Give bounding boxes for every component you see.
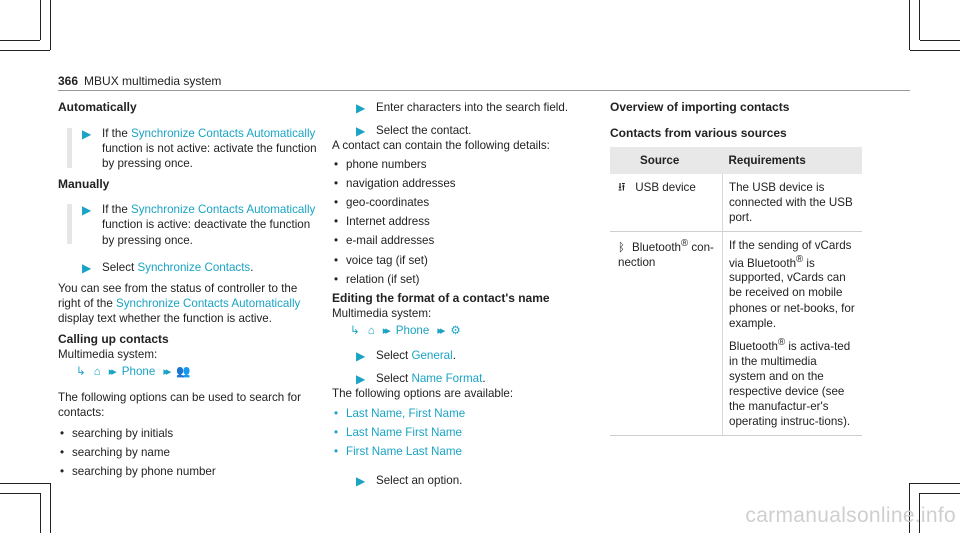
step-arrow-icon: ▶ [356,101,366,115]
list-item: • navigation addresses [332,176,594,191]
page-header [58,74,221,90]
list-item: • searching by name [58,445,320,460]
cell-text: The USB device is connected with the USB port. [729,181,853,225]
step-text: Select [102,260,138,274]
step-text: Select [376,372,412,386]
list-item: • phone numbers [332,157,594,172]
page-title: MBUX multimedia system [84,74,222,88]
section-heading: Manually [58,176,110,191]
crop-mark [910,483,960,484]
list-item: • searching by phone number [58,464,320,479]
chevron-icon: ▸▸ [108,365,114,378]
step-bar [67,204,72,244]
table-cell [610,232,723,435]
step-text: Select an option. [376,473,463,487]
crop-mark [0,50,50,51]
step-arrow-icon: ▶ [356,349,366,364]
column-middle [332,100,594,488]
cell-paragraph [729,337,856,429]
instruction-step [58,126,320,171]
cell-text: Bluetooth [632,241,681,255]
table-row [610,232,862,435]
crop-mark [50,483,51,533]
chevron-icon: ▸▸ [163,365,169,378]
return-arrow-icon: ↳ [76,365,86,379]
table-cell [610,174,723,232]
chevron-icon: ▸▸ [437,324,443,337]
table-header-row [610,147,862,174]
menu-path [58,364,320,379]
step-text: . [452,349,456,363]
crop-mark [0,483,50,484]
menu-path [332,323,594,338]
crop-mark [910,50,960,51]
paragraph-text: display text whether the function is active. [58,311,272,325]
format-option[interactable]: • Last Name, First Name [332,406,594,421]
section-heading: Automatically [58,100,137,114]
list-item: • e-mail addresses [332,233,594,248]
table-cell [723,232,863,435]
section-heading: Editing the format of a contact's name [332,290,550,305]
home-icon[interactable]: ⌂ [93,365,101,379]
step-arrow-icon: ▶ [356,473,366,488]
sources-table [610,147,862,436]
column-header: Requirements [723,147,863,174]
table-row [610,174,862,232]
table-cell [723,174,863,232]
step-text: . [482,372,486,386]
contains-paragraph: A contact can contain the following details: [332,139,550,153]
column-left [58,100,320,483]
bluetooth-icon: ᛒ [618,241,625,255]
settings-gear-icon[interactable]: ⚙ [450,324,461,338]
contacts-icon[interactable]: 👥 [176,365,191,379]
home-icon[interactable]: ⌂ [367,324,375,338]
multimedia-label: Multimedia system: [58,348,158,362]
setting-link[interactable]: Synchronize Contacts Automatically [116,296,301,310]
step-arrow-icon: ▶ [356,124,366,139]
step-text: Select [376,349,412,363]
list-item: • voice tag (if set) [332,253,594,268]
crop-mark [0,493,40,494]
phone-menu-link[interactable]: Phone [121,365,156,379]
step-bar [67,128,72,168]
column-header: Source [610,147,723,174]
instruction-step [58,202,320,247]
format-option[interactable]: • Last Name First Name [332,425,594,440]
subsection-heading: Contacts from various sources [610,125,787,140]
registered-mark: ® [681,238,689,250]
step-arrow-icon: ▶ [356,372,366,387]
cell-text: Bluetooth [729,339,778,353]
step-text: If the [102,126,132,140]
list-item: • Internet address [332,214,594,229]
step-text: function is not active: activate the function by pressing once. [102,141,317,170]
section-heading: Calling up contacts [58,331,169,346]
step-text: function is active: deactivate the function by pressing once. [102,218,311,247]
paragraph-text: You can see from the status of controller to the right of the [58,281,298,310]
crop-mark [919,0,920,40]
crop-mark [0,40,40,41]
step-arrow-icon: ▶ [82,260,92,275]
instruction-step [332,371,594,386]
step-text: Select the contact. [376,124,472,138]
chevron-icon: ▸▸ [382,324,388,337]
status-paragraph [58,281,320,326]
multimedia-label: Multimedia system: [332,307,432,321]
instruction-step [58,260,320,275]
phone-menu-link[interactable]: Phone [395,324,430,338]
section-heading: Overview of importing contacts [610,100,790,114]
column-right [610,100,870,436]
header-rule [58,90,910,91]
list-item: • searching by initials [58,426,320,441]
general-link[interactable]: General [411,349,453,363]
list-item: • relation (if set) [332,272,594,287]
crop-mark [50,0,51,50]
options-paragraph: The following options can be used to search for contacts: [58,390,301,419]
registered-mark: ® [796,253,804,265]
crop-mark [920,493,960,494]
usb-icon: ⭿ [618,181,626,195]
cell-text: is supported, vCards can be received on mobile phones or net-books, for example. [729,256,855,330]
step-text: If the [102,203,132,217]
cell-text: USB device [635,181,696,195]
name-format-link[interactable]: Name Format [411,372,483,386]
setting-link[interactable]: Synchronize Contacts [137,260,251,274]
format-option[interactable]: • First Name Last Name [332,444,594,459]
crop-mark [40,0,41,40]
search-options-list [58,426,320,479]
step-arrow-icon: ▶ [82,126,92,141]
registered-mark: ® [778,336,786,348]
cell-text: is activa-ted in the multimedia system and on the respective device (see the manufactur-er's operating instruc-tions). [729,339,851,428]
available-paragraph: The following options are available: [332,387,514,401]
return-arrow-icon: ↳ [350,324,360,338]
list-item: • geo-coordinates [332,195,594,210]
format-options-list [332,406,594,459]
instruction-step [332,348,594,363]
crop-mark [909,0,910,50]
cell-text: If the sending of vCards via Bluetooth [729,239,852,270]
step-text: . [250,260,254,274]
cell-text: con-nection [618,241,714,270]
step-arrow-icon: ▶ [82,203,92,218]
details-list [332,157,594,286]
crop-mark [920,40,960,41]
cell-paragraph [729,238,856,330]
crop-mark [40,493,41,533]
page-number: 366 [58,74,79,88]
setting-link[interactable]: Synchronize Contacts Automatically [131,203,316,217]
instruction-step [332,123,594,138]
watermark: carmanualsonline.info [745,503,956,527]
setting-link[interactable]: Synchronize Contacts Automatically [131,126,316,140]
instruction-step [332,473,594,488]
instruction-step [332,100,594,115]
step-text: Enter characters into the search field. [376,101,569,114]
